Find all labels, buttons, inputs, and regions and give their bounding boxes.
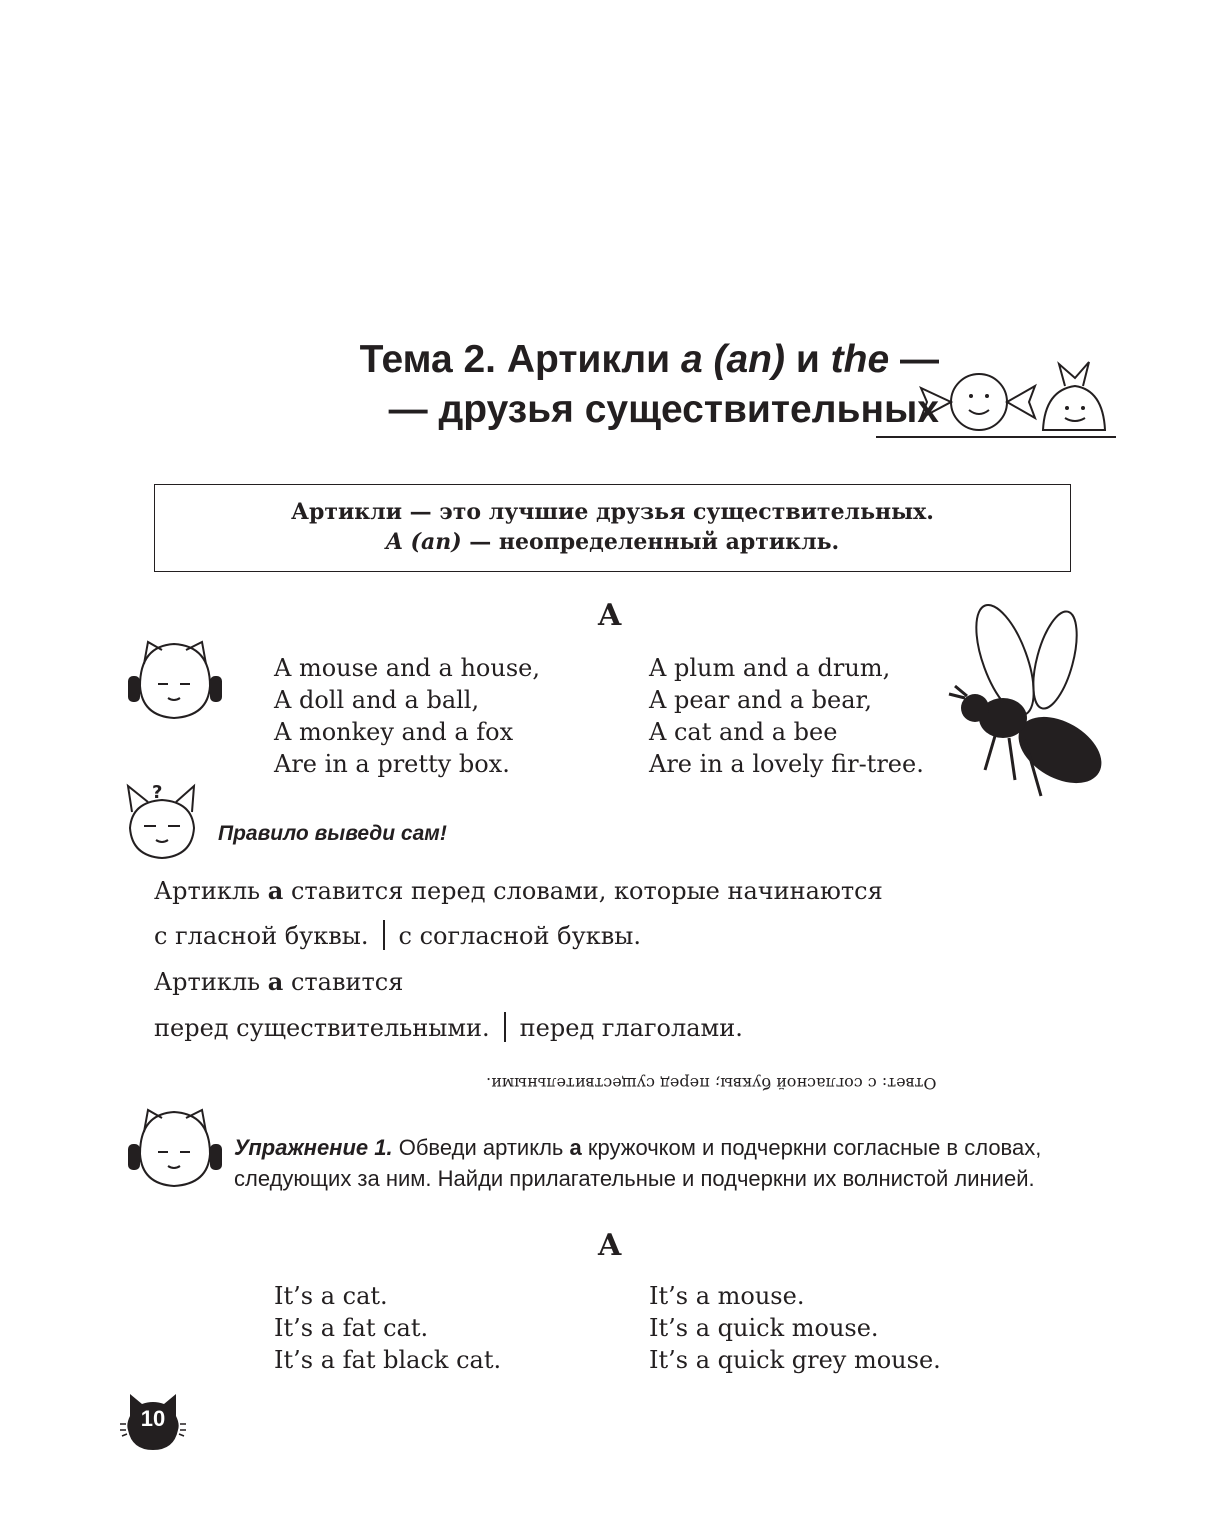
title-line1 [360, 335, 939, 385]
title-italic: a (an) [680, 338, 785, 381]
sentence: It’s a fat black cat. [274, 1346, 502, 1374]
title-text: — [889, 338, 939, 381]
poem-line: A cat and a bee [649, 718, 838, 746]
page-number: 10 [140, 1406, 166, 1431]
sentence: It’s a quick grey mouse. [649, 1346, 941, 1374]
rule-line-1: Артикли — это лучшие друзья существительных. [291, 499, 934, 525]
sentences-right [649, 1280, 941, 1376]
title-line2: — друзья существительных [388, 388, 939, 431]
exercise-instructions [234, 1132, 1106, 1194]
quiz-options-2 [154, 1012, 743, 1043]
quiz-question-2 [154, 967, 403, 997]
sentences-left [274, 1280, 501, 1376]
section-letter: A [598, 598, 622, 633]
sentence: It’s a cat. [274, 1282, 388, 1310]
cat-headphones-icon [122, 636, 228, 722]
poem-line: A monkey and a fox [274, 718, 514, 746]
quiz-option[interactable]: с согласной буквы. [398, 922, 641, 950]
candy-illustration-icon [915, 360, 1115, 440]
cat-headphones-icon [122, 1104, 228, 1190]
quiz-option[interactable]: перед существительными. [154, 1014, 490, 1042]
quiz-question-1 [154, 876, 883, 906]
poem-left-column [274, 652, 540, 780]
title-italic: the [830, 338, 890, 381]
divider [383, 920, 385, 950]
sentence: It’s a quick mouse. [649, 1314, 879, 1342]
exercise-text: Обведи артикль [392, 1135, 570, 1160]
poem-line: A doll and a ball, [274, 686, 480, 714]
exercise-letter: A [598, 1228, 622, 1263]
bee-illustration-icon [945, 600, 1110, 800]
poem-right-column [649, 652, 924, 780]
divider [504, 1012, 506, 1042]
exercise-bold: а [569, 1135, 582, 1160]
rule-box [154, 484, 1071, 572]
rule-line-2 [155, 527, 1070, 557]
quiz-options-1 [154, 920, 641, 951]
sentence: It’s a fat cat. [274, 1314, 429, 1342]
poem-line: Are in a lovely fir-tree. [649, 750, 924, 778]
poem-line: Are in a pretty box. [274, 750, 510, 778]
quiz-option[interactable]: перед глаголами. [519, 1014, 743, 1042]
rule-text: — неопределенный артикль. [461, 529, 840, 555]
title-text: Тема 2. Артикли [359, 338, 681, 381]
quiz-text: Артикль [154, 968, 268, 996]
title-text: и [785, 338, 831, 381]
upside-down-answer: Ответ: с согласной буквы; перед существительными. [486, 1074, 937, 1093]
quiz-text: ставится перед словами, которые начинаются [283, 877, 883, 905]
quiz-option[interactable]: с гласной буквы. [154, 922, 369, 950]
quiz-bold: а [267, 876, 284, 905]
svg-text:?: ? [152, 782, 163, 803]
poem-line: A plum and a drum, [649, 654, 891, 682]
rule-prompt: Правило выведи сам! [218, 822, 447, 845]
thinking-cat-icon [122, 782, 212, 862]
exercise-text: кружочком и подчеркни согласные в словах, следующих за ним. Найди прилагательные и подчеркни их волнистой линией. [234, 1135, 1042, 1191]
quiz-text: Артикль [154, 877, 268, 905]
quiz-bold: а [267, 967, 284, 996]
rule-italic: A (an) [385, 529, 462, 555]
poem-line: A mouse and a house, [274, 654, 540, 682]
sentence: It’s a mouse. [649, 1282, 805, 1310]
poem-line: A pear and a bear, [649, 686, 872, 714]
quiz-text: ставится [283, 968, 404, 996]
exercise-label: Упражнение 1. [234, 1135, 393, 1160]
page-title [360, 335, 939, 435]
